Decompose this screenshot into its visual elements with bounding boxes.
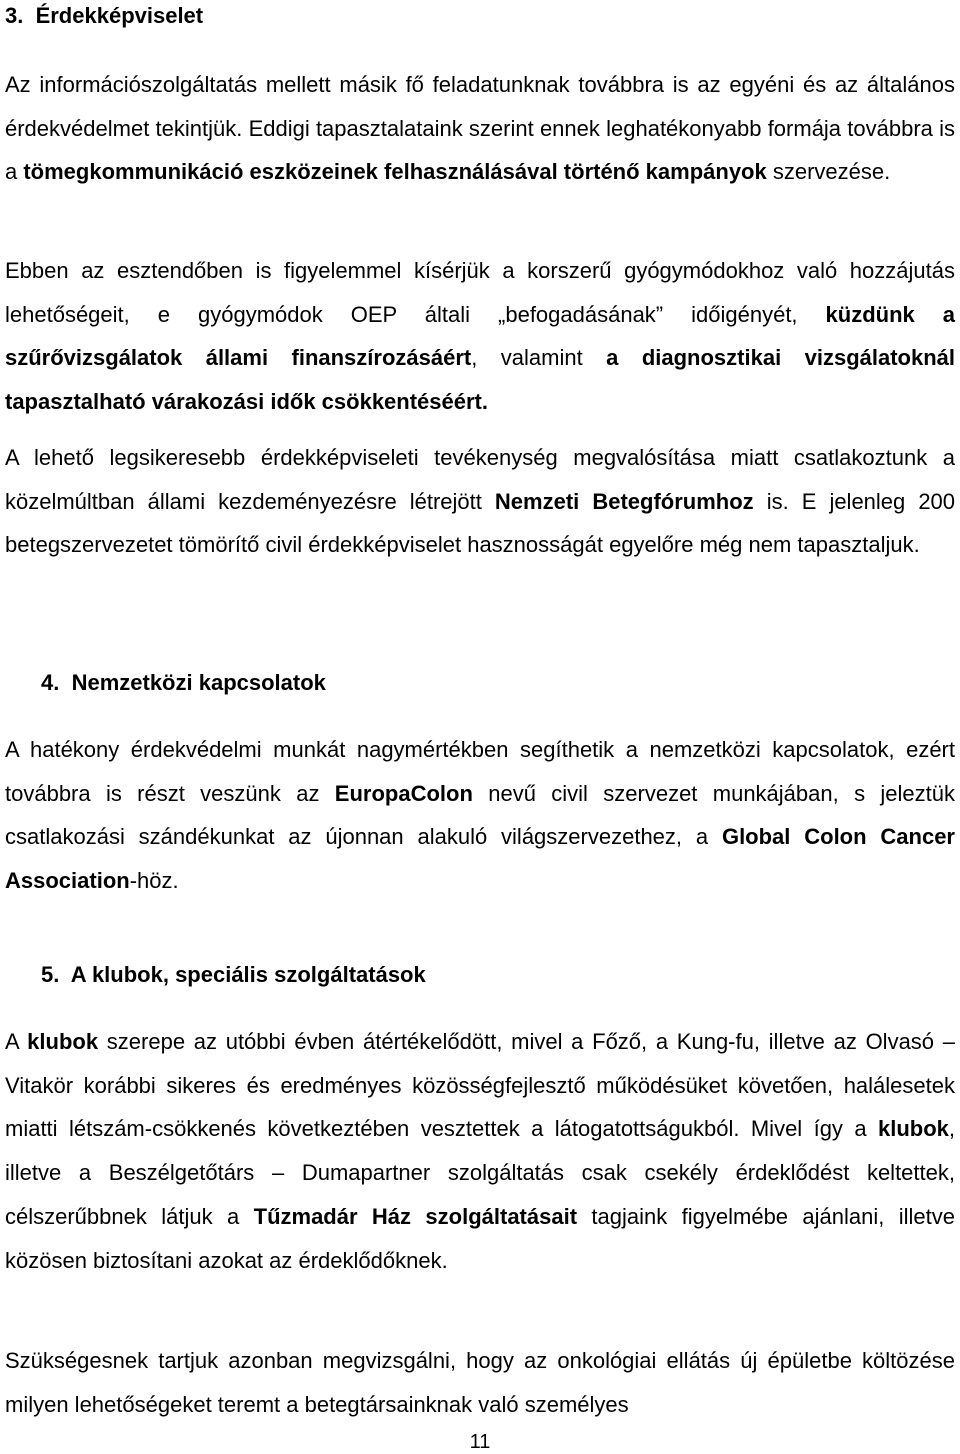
text-run: is. E jelenleg 200 betegszervezetet tömörítő civil érdekképviselet hasznosságát egyelőre még nem tapasztaljuk. — [5, 488, 956, 558]
paragraph — [5, 1339, 955, 1426]
text-run: Ebben az esztendőben is figyelemmel kísérjük a korszerű gyógymódokhoz való hozzájutás lehetőségeit, e gyógymódok OEP általi „befogadásának” időigényét, — [5, 258, 955, 327]
text-run: szervezése. — [766, 159, 891, 185]
text-run: szerepe az utóbbi évben átértékelődött, mivel a Főző, a Kung-fu, illetve az Olvasó – Vitakör korábbi sikeres és eredményes közösségfejlesztő működésüket követően, halálesetek miatti létszám-csökkenés következtében vesztettek a látogatottságukból. Mivel így a — [5, 1029, 955, 1142]
section-heading-4: 4. Nemzetközi kapcsolatok — [41, 670, 326, 695]
text-run: tagjaink figyelmébe ajánlani, illetve közösen biztosítani azokat az érdeklődőknek. — [5, 1203, 956, 1273]
bold-run: tömegkommunikáció eszközeinek felhasználásával történő kampányok — [23, 159, 767, 185]
section-heading-5: 5. A klubok, speciális szolgáltatások — [41, 962, 426, 987]
bold-run: Tűzmadár Ház szolgáltatásait — [253, 1203, 578, 1229]
bold-run: klubok — [877, 1116, 949, 1142]
text-run: , illetve a Beszélgetőtárs – Dumapartner szolgáltatás csak csekély érdeklődést keltettek, célszerűbbnek látjuk a — [5, 1116, 955, 1229]
paragraph — [5, 728, 955, 903]
paragraph — [5, 63, 955, 194]
paragraph — [5, 436, 955, 567]
text-run: -höz. — [129, 868, 179, 894]
page-number: 11 — [469, 1431, 491, 1453]
bold-run: klubok — [27, 1029, 99, 1054]
text-run: A — [5, 1029, 28, 1054]
paragraph — [5, 249, 955, 424]
bold-run: küzdünk a szűrővizsgálatok állami finanszírozásáért — [5, 301, 956, 371]
bold-run: Global Colon Cancer Association — [5, 824, 955, 894]
text-run: A lehető legsikeresebb érdekképviseleti tevékenység megvalósítása miatt csatlakoztunk a közelmúltban állami kezdeményezésre létrejött — [5, 445, 955, 514]
text-run: Az információszolgáltatás mellett másik fő feladatunknak továbbra is az egyéni és az általános érdekvédelmet tekintjük. Eddigi tapasztalataink szerint ennek leghatékonyabb formája továbbra is a — [5, 72, 955, 185]
bold-run: EuropaColon — [334, 780, 473, 806]
text-run: , valamint — [471, 345, 607, 371]
text-run: Szükségesnek tartjuk azonban megvizsgálni, hogy az onkológiai ellátás új épületbe költözése milyen lehetőségeket teremt a betegtársainknak való személyes — [5, 1348, 955, 1417]
section-heading-3: 3. Érdekképviselet — [5, 3, 204, 28]
bold-run: a diagnosztikai vizsgálatoknál tapasztalható várakozási idők csökkentéséért. — [5, 345, 956, 415]
paragraph — [5, 1020, 955, 1282]
bold-run: Nemzeti Betegfórumhoz — [494, 488, 754, 514]
text-run: nevű civil szervezet munkájában, s jeleztük csatlakozási szándékunkat az újonnan alakuló világszervezethez, a — [5, 780, 955, 850]
text-run: A hatékony érdekvédelmi munkát nagymértékben segíthetik a nemzetközi kapcsolatok, ezért továbbra is részt veszünk az — [5, 737, 955, 806]
